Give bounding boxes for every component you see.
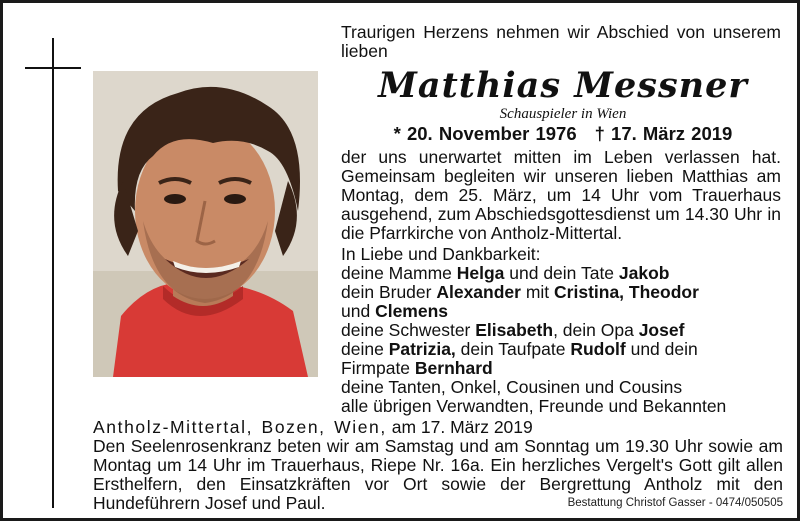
family-line: alle übrigen Verwandten, Freunde und Bekannten (341, 396, 727, 416)
birth-date: * 20. November 1976 (393, 123, 577, 144)
life-dates (333, 123, 793, 145)
announcement-text: der uns unerwartet mitten im Leben verlassen hat. Gemeinsam begleiten wir unseren lieben Matthias am Montag, dem 25. März, um 14 Uhr vom Trauerhaus ausgehend, zum Abschiedsgottesdienst um 14.30 Uhr in die Pfarrkirche von Antholz-Mittertal. (341, 147, 781, 243)
family-line: deine Mamme Helga und dein Tate Jakob (341, 263, 670, 283)
family-line: deine Patrizia, dein Taufpate Rudolf und dein (341, 339, 698, 359)
undertaker-credit: Bestattung Christof Gasser - 0474/050505 (567, 497, 783, 509)
portrait-photo (93, 71, 318, 377)
family-list (341, 245, 781, 416)
rosary-text: Den Seelenrosenkranz beten wir am Samstag und am Sonntag um 19.30 Uhr sowie am Montag um 14 Uhr im Trauerhaus, Riepe Nr. 16a. Ein herzliches Vergelt's Gott gilt allen Ersthelfern, den Einsatzkräften vor Ort sowie der Bergrettung Antholz mit den Hundeführern Josef und Paul. (93, 436, 783, 513)
family-line: deine Tanten, Onkel, Cousinen und Cousins (341, 377, 683, 397)
family-line: deine Schwester Elisabeth, dein Opa Josef (341, 320, 685, 340)
family-line: Firmpate Bernhard (341, 358, 493, 378)
deceased-profession: Schauspieler in Wien (499, 106, 627, 122)
family-line: und Clemens (341, 301, 449, 321)
family-line: In Liebe und Dankbarkeit: (341, 244, 541, 264)
place-and-date (93, 418, 533, 437)
intro-text: Traurigen Herzens nehmen wir Abschied von unserem lieben (341, 22, 781, 61)
places: Antholz-Mittertal, Bozen, Wien, (93, 417, 387, 437)
death-date: † 17. März 2019 (594, 123, 733, 144)
deceased-name: Matthias Messner (378, 65, 748, 106)
cross-icon (52, 38, 54, 508)
notice-date: am 17. März 2019 (386, 417, 533, 437)
cross-icon-bar (25, 67, 81, 69)
family-line: dein Bruder Alexander mit Cristina, Theodor (341, 282, 699, 302)
